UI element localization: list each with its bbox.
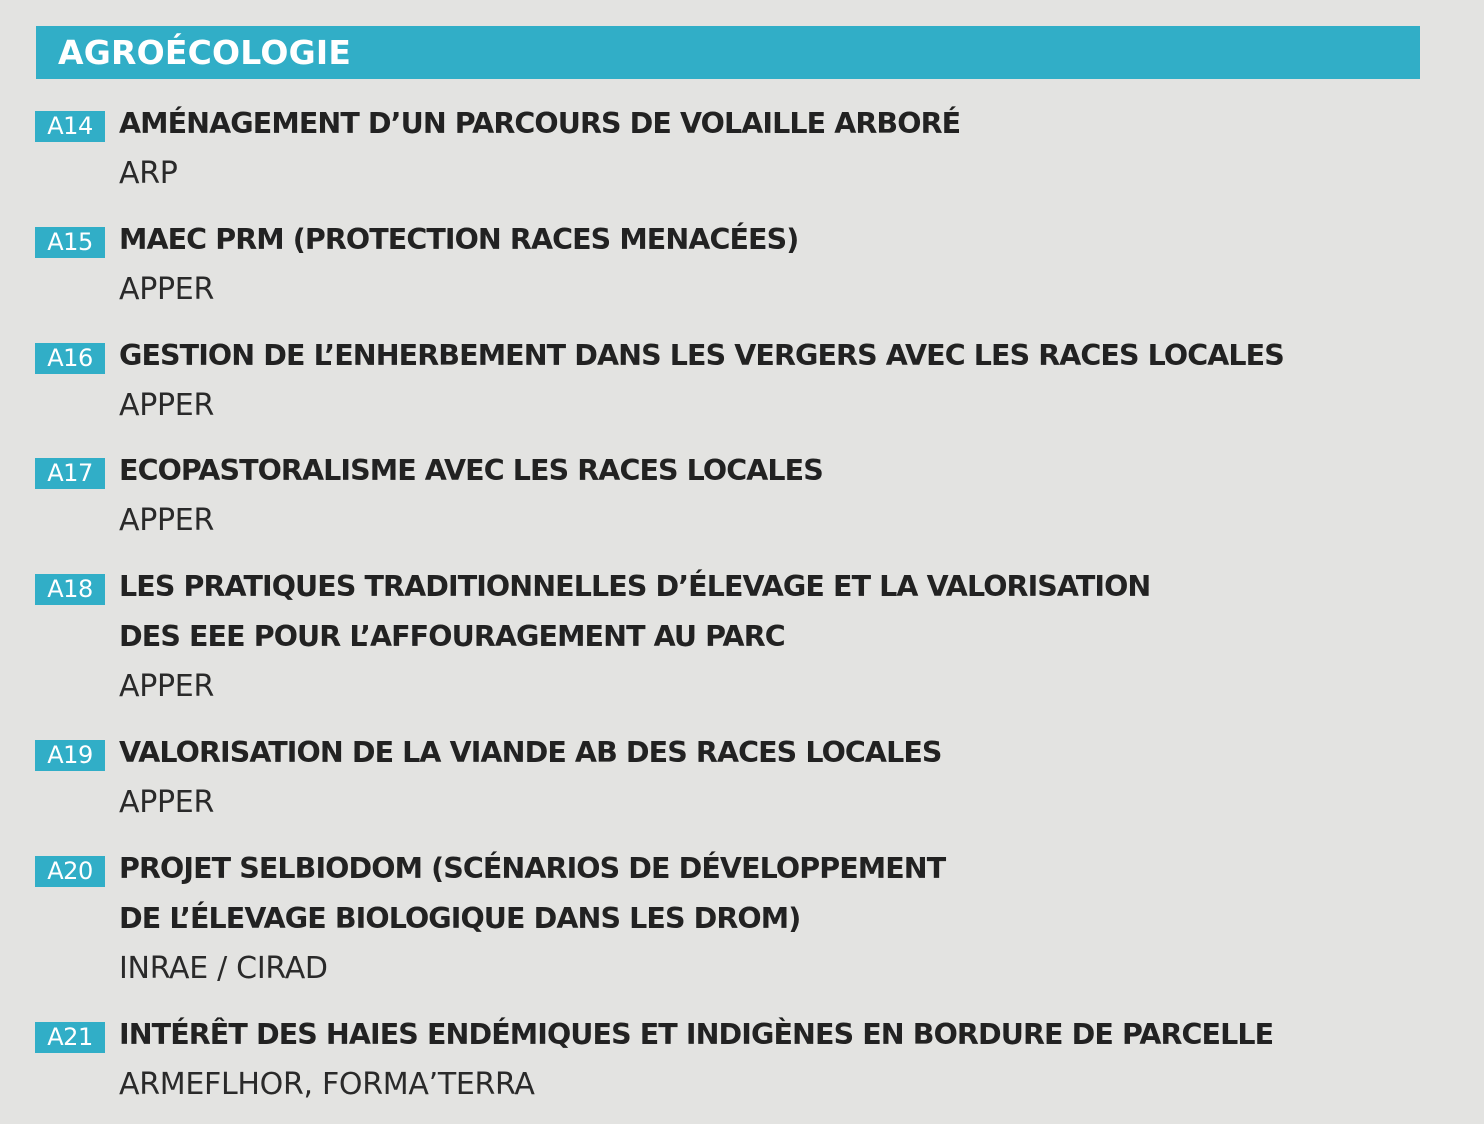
entry-title xyxy=(119,1010,1273,1060)
entry-organization: APPER xyxy=(119,503,215,538)
entry-title-line: GESTION DE L’ENHERBEMENT DANS LES VERGERS AVEC LES RACES LOCALES xyxy=(119,339,1284,372)
entry-code-badge: A16 xyxy=(35,343,105,374)
entry-code-badge: A14 xyxy=(35,111,105,142)
entry-code-badge: A18 xyxy=(35,574,105,605)
entry-organization: INRAE / CIRAD xyxy=(119,951,328,986)
entry-title xyxy=(119,562,1150,662)
entry-code-badge: A20 xyxy=(35,856,105,887)
entry-organization: APPER xyxy=(119,272,215,307)
entry-title-line: LES PRATIQUES TRADITIONNELLES D’ÉLEVAGE ET LA VALORISATION xyxy=(119,570,1151,603)
entry-code-badge: A15 xyxy=(35,227,105,258)
entry-title xyxy=(119,446,823,496)
entry-title-line: DE L’ÉLEVAGE BIOLOGIQUE DANS LES DROM) xyxy=(119,902,801,935)
entry-code-badge: A21 xyxy=(35,1022,105,1053)
entry-organization: APPER xyxy=(119,388,215,423)
entry-title-line: VALORISATION DE LA VIANDE AB DES RACES LOCALES xyxy=(119,736,942,769)
entry-title-line: INTÉRÊT DES HAIES ENDÉMIQUES ET INDIGÈNES EN BORDURE DE PARCELLE xyxy=(119,1018,1274,1051)
entry-title xyxy=(119,331,1284,381)
entry-organization: APPER xyxy=(119,785,215,820)
entry-organization: APPER xyxy=(119,669,215,704)
entry-organization: ARP xyxy=(119,156,178,191)
entry-title xyxy=(119,844,945,944)
entry-code-badge: A17 xyxy=(35,458,105,489)
entry-title xyxy=(119,215,798,265)
entry-title-line: PROJET SELBIODOM (SCÉNARIOS DE DÉVELOPPEMENT xyxy=(119,852,946,885)
section-title: AGROÉCOLOGIE xyxy=(58,33,352,72)
section-header xyxy=(36,26,1420,79)
entry-title xyxy=(119,728,942,778)
entry-code-badge: A19 xyxy=(35,740,105,771)
entry-title-line: ECOPASTORALISME AVEC LES RACES LOCALES xyxy=(119,454,823,487)
entry-title-line: DES EEE POUR L’AFFOURAGEMENT AU PARC xyxy=(119,620,785,653)
entry-title-line: MAEC PRM (PROTECTION RACES MENACÉES) xyxy=(119,223,799,256)
entry-title xyxy=(119,99,960,149)
entry-organization: ARMEFLHOR, FORMA’TERRA xyxy=(119,1067,535,1102)
entry-title-line: AMÉNAGEMENT D’UN PARCOURS DE VOLAILLE ARBORÉ xyxy=(119,107,961,140)
